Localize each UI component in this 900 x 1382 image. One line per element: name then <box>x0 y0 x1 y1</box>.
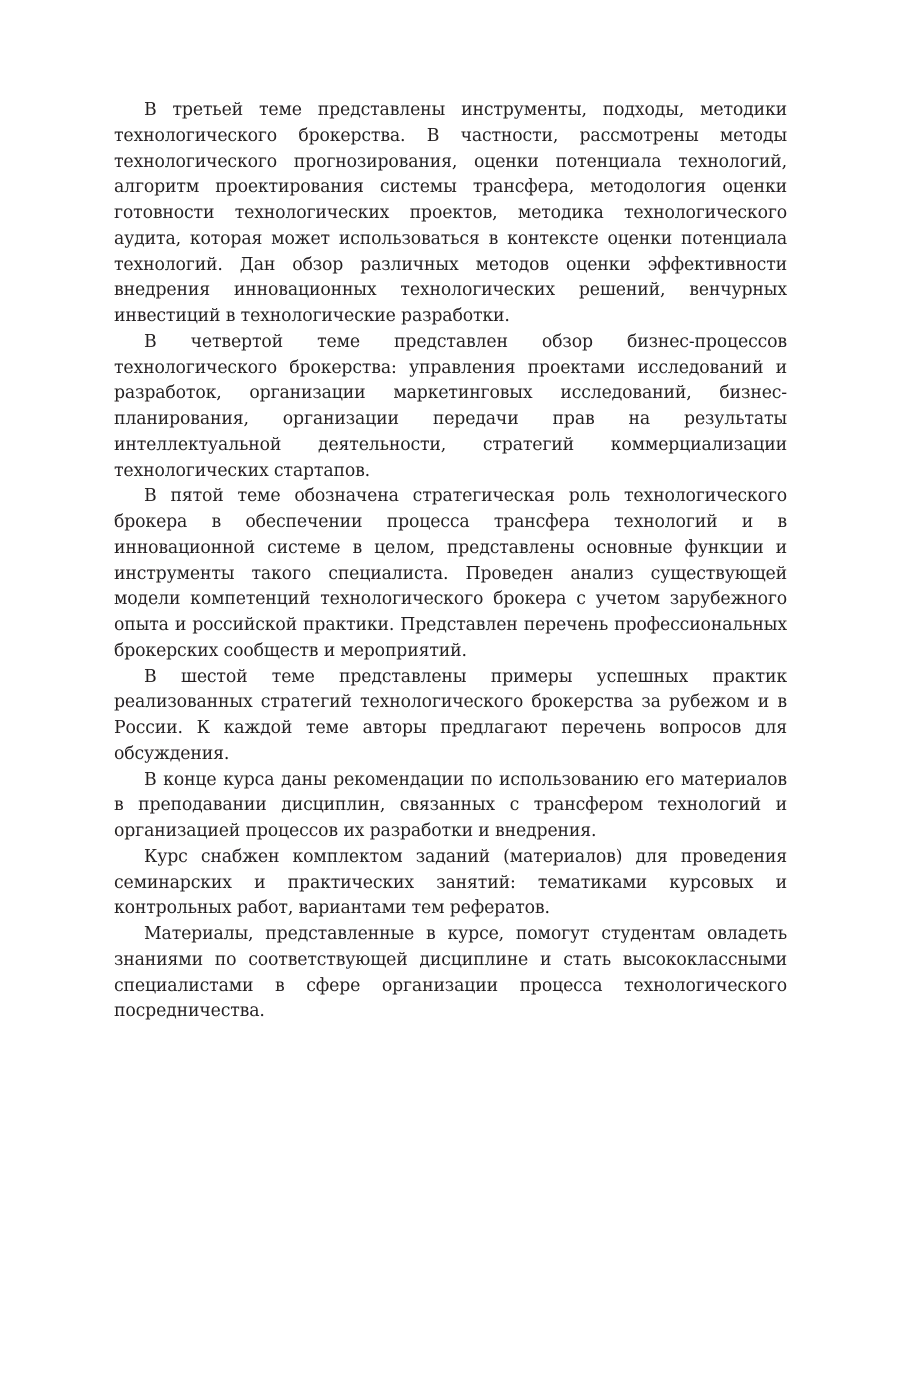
paragraph-topic-4: В четвертой теме представлен обзор бизнес-процессов технологического брокерства: управления проектами исследований и разработок, организации маркетинговых исследований, бизнес-планирования, организации передачи прав на результаты интеллектуальной деятельности, стратегий коммерциализации технологических стартапов. <box>114 331 787 481</box>
paragraph-topic-5: В пятой теме обозначена стратегическая роль технологического брокера в обеспечении процесса трансфера технологий и в инновационной системе в целом, представлены основные функции и инструменты такого специалиста. Проведен анализ существующей модели компетенций технологического брокера с учетом зарубежного опыта и российской практики. Представлен перечень профессиональных брокерских сообществ и мероприятий. <box>114 486 787 661</box>
paragraph-topic-3: В третьей теме представлены инструменты, подходы, методики технологического брокерства. В частности, рассмотрены методы технологического прогнозирования, оценки потенциала технологий, алгоритм проектирования системы трансфера, методология оценки готовности технологических проектов, методика технологического аудита, которая может использоваться в контексте оценки потенциала технологий. Дан обзор различных методов оценки эффективности внедрения инновационных технологических решений, венчурных инвестиций в технологические разработки. <box>114 100 787 326</box>
page-body <box>114 98 787 1025</box>
paragraph-recommendations: В конце курса даны рекомендации по использованию его материалов в преподавании дисциплин, связанных с трансфером технологий и организацией процессов их разработки и внедрения. <box>114 769 787 841</box>
paragraph-assignments: Курс снабжен комплектом заданий (материалов) для проведения семинарских и практических занятий: тематиками курсовых и контрольных работ, вариантами тем рефератов. <box>114 846 787 919</box>
paragraph-conclusion: Материалы, представленные в курсе, помогут студентам овладеть знаниями по соответствующей дисциплине и стать высококлассными специалистами в сфере организации процесса технологического посредничества. <box>114 924 787 1022</box>
paragraph-topic-6: В шестой теме представлены примеры успешных практик реализованных стратегий технологического брокерства за рубежом и в России. К каждой теме авторы предлагают перечень вопросов для обсуждения. <box>114 666 787 764</box>
